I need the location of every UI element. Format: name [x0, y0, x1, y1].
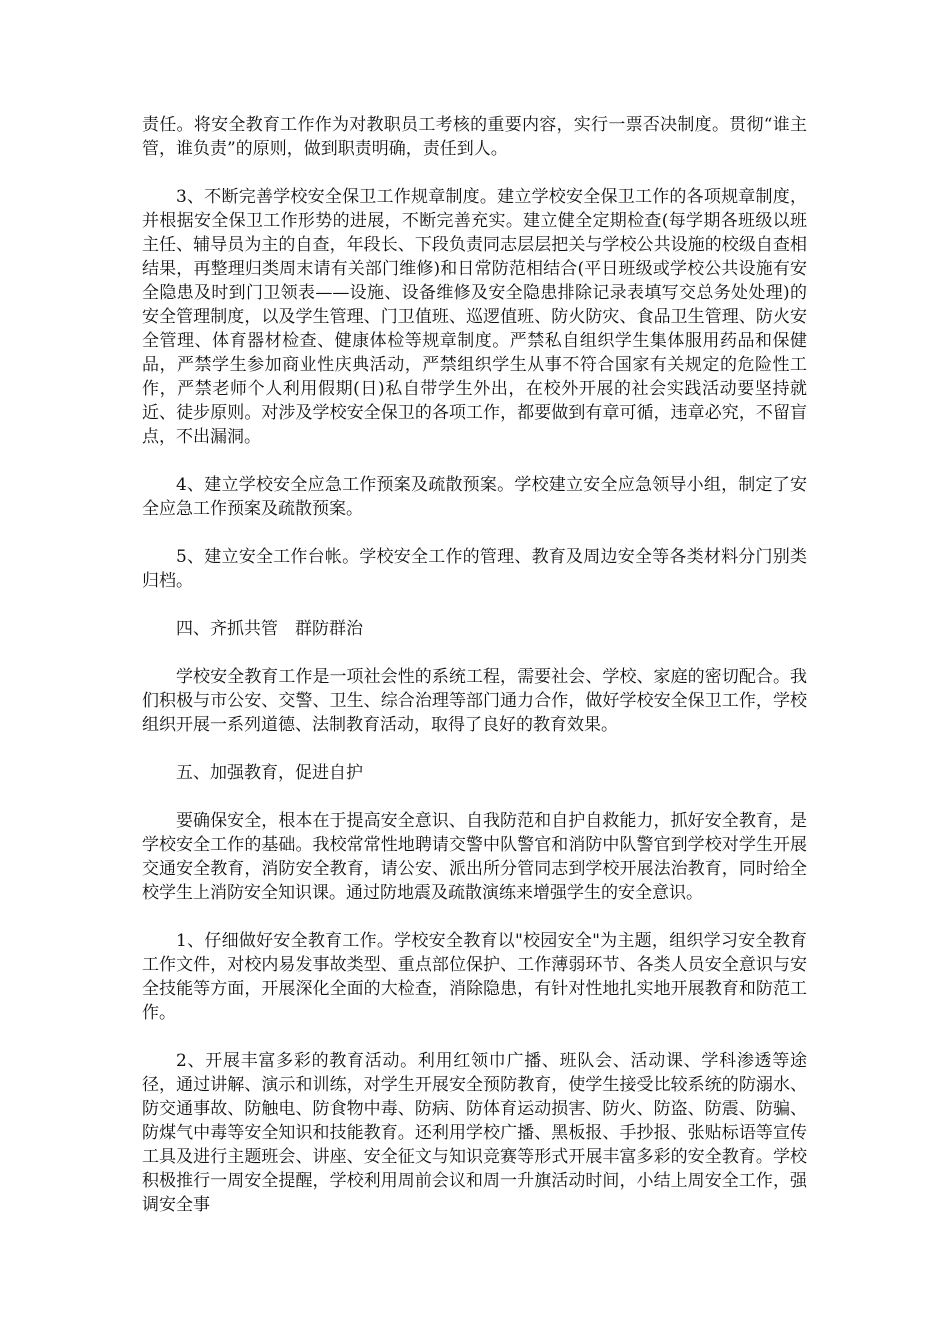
paragraph-item-2-activities: 2、开展丰富多彩的教育活动。利用红领巾广播、班队会、活动课、学科渗透等途径，通过讲解、演示和训练，对学生开展安全预防教育，使学生接受比较系统的防溺水、防交通事故、防触电、防食物中毒、防病、防体育运动损害、防火、防盗、防震、防骗、防煤气中毒等安全知识和技能教育。还利用学校广播、黑板报、手抄报、张贴标语等宣传工具及进行主题班会、讲座、安全征文与知识竞赛等形式开展丰富多彩的安全教育。学校积极推行一周安全提醒，学校利用周前会议和周一升旗活动时间，小结上周安全工作，强调安全事: [142, 1051, 807, 1215]
document-page: [142, 113, 807, 1241]
paragraph-item-4-emergency-plan: 4、建立学校安全应急工作预案及疏散预案。学校建立安全应急领导小组，制定了安全应急工作预案及疏散预案。: [142, 475, 807, 519]
section-heading-4: 四、齐抓共管 群防群治: [176, 619, 363, 639]
paragraph-cooperation: 学校安全教育工作是一项社会性的系统工程，需要社会、学校、家庭的密切配合。我们积极与市公安、交警、卫生、综合治理等部门通力合作，做好学校安全保卫工作，学校组织开展一系列道德、法制教育活动，取得了良好的教育效果。: [142, 667, 807, 735]
paragraph-item-5-ledger: 5、建立安全工作台帐。学校安全工作的管理、教育及周边安全等各类材料分门别类归档。: [142, 547, 807, 591]
paragraph-item-1-education: 1、仔细做好安全教育工作。学校安全教育以"校园安全"为主题，组织学习安全教育工作文件，对校内易发事故类型、重点部位保护、工作薄弱环节、各类人员安全意识与安全技能等方面，开展深化全面的大检查，消除隐患，有针对性地扎实地开展教育和防范工作。: [142, 931, 807, 1023]
paragraph-item-3-rules: 3、不断完善学校安全保卫工作规章制度。建立学校安全保卫工作的各项规章制度，并根据安全保卫工作形势的进展，不断完善充实。建立健全定期检查(每学期各班级以班主任、辅导员为主的自查，年段长、下段负责同志层层把关与学校公共设施的校级自查相结果，再整理归类周末请有关部门维修)和日常防范相结合(平日班级或学校公共设施有安全隐患及时到门卫领表——设施、设备维修及安全隐患排除记录表填写交总务处处理)的安全管理制度，以及学生管理、门卫值班、巡逻值班、防火防灾、食品卫生管理、防火安全管理、体育器材检查、健康体检等规章制度。严禁私自组织学生集体服用药品和保健品，严禁学生参加商业性庆典活动，严禁组织学生从事不符合国家有关规定的危险性工作，严禁老师个人利用假期(日)私自带学生外出，在校外开展的社会实践活动要坚持就近、徒步原则。对涉及学校安全保卫的各项工作，都要做到有章可循，违章必究，不留盲点，不出漏洞。: [142, 187, 807, 447]
paragraph-responsibility: 责任。将安全教育工作作为对教职员工考核的重要内容，实行一票否决制度。贯彻“谁主管，谁负责”的原则，做到职责明确，责任到人。: [142, 115, 807, 159]
section-heading-5: 五、加强教育，促进自护: [176, 763, 363, 783]
paragraph-safety-awareness: 要确保安全，根本在于提高安全意识、自我防范和自护自救能力，抓好安全教育，是学校安全工作的基础。我校常常性地聘请交警中队警官和消防中队警官到学校对学生开展交通安全教育，消防安全教育，请公安、派出所分管同志到学校开展法治教育，同时给全校学生上消防安全知识课。通过防地震及疏散演练来增强学生的安全意识。: [142, 811, 807, 903]
